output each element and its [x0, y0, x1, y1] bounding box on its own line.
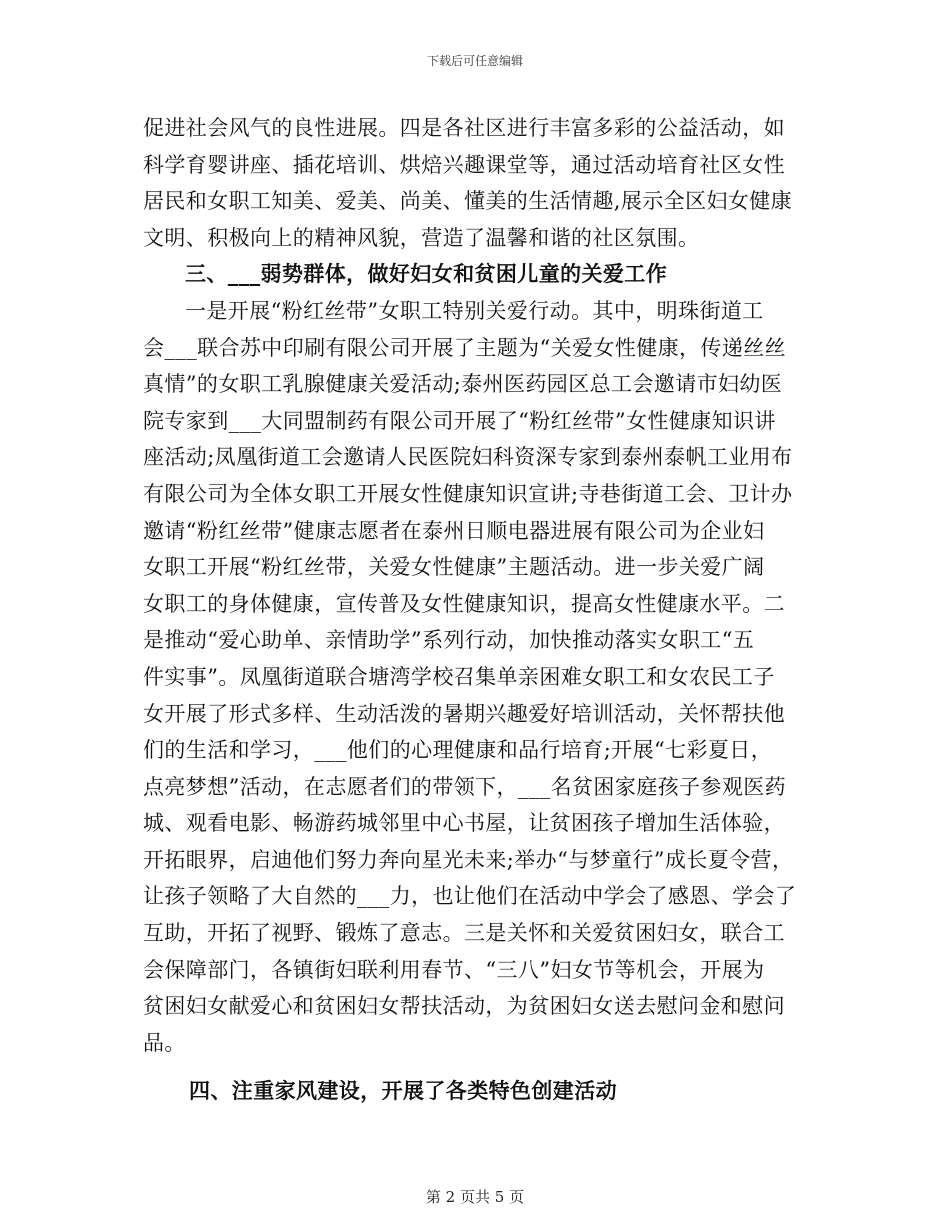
page-footer: 第 2 页共 5 页	[425, 1188, 525, 1206]
paragraph-line: 让孩子领略了大自然的___力，也让他们在活动中学会了感恩、学会了	[143, 884, 797, 909]
paragraph-line: 科学育婴讲座、插花培训、烘焙兴趣课堂等，通过活动培育社区女性	[143, 152, 785, 177]
paragraph-line: 是推动“爱心助单、亲情助学”系列行动，加快推动落实女职工“五	[143, 628, 755, 653]
paragraph-line: 促进社会风气的良性进展。四是各社区进行丰富多彩的公益活动，如	[143, 116, 785, 140]
paragraph-line: 有限公司为全体女职工开展女性健康知识宣讲;寺巷街道工会、卫计办	[143, 481, 793, 506]
section-gap	[143, 1061, 818, 1073]
paragraph-line: 一是开展“粉红丝带”女职工特别关爱行动。其中，明珠街道工	[185, 298, 764, 323]
paragraph-line: 女职工的身体健康，宣传普及女性健康知识，提高女性健康水平。二	[143, 591, 785, 616]
paragraph-line: 城、观看电影、畅游药城邻里中心书屋，让贫困孩子增加生活体验，	[143, 811, 785, 836]
paragraph-line: 品。	[143, 1030, 186, 1055]
page-header: 下载后可任意编辑	[426, 54, 523, 68]
paragraph-line: 贫困妇女献爱心和贫困妇女帮扶活动，为贫困妇女送去慰问金和慰问	[143, 994, 785, 1019]
paragraph-line: 互助，开拓了视野、锻炼了意志。三是关怀和关爱贫困妇女，联合工	[143, 921, 785, 946]
document-body	[143, 110, 818, 1110]
paragraph-line: 女职工开展“粉红丝带，关爱女性健康”主题活动。进一步关爱广阔	[143, 555, 765, 580]
paragraph-line: 邀请“粉红丝带”健康志愿者在泰州日顺电器进展有限公司为企业妇	[143, 518, 765, 543]
paragraph-line: 会保障部门，各镇街妇联利用春节、“三八”妇女节等机会，开展为	[143, 957, 765, 982]
section-heading-4: 四、注重家风建设，开展了各类特色创建活动	[189, 1078, 617, 1104]
paragraph-line: 点亮梦想”活动，在志愿者们的带领下，___名贫困家庭孩子参观医药	[143, 774, 787, 799]
paragraph-line: 会___联合苏中印刷有限公司开展了主题为“关爱女性健康，传递丝丝	[143, 335, 787, 360]
paragraph-line: 女开展了形式多样、生动活泼的暑期兴趣爱好培训活动，关怀帮扶他	[143, 701, 785, 726]
paragraph-line: 院专家到___大同盟制药有限公司开展了“粉红丝带”女性健康知识讲	[143, 408, 776, 433]
paragraph-line: 真情”的女职工乳腺健康关爱活动;泰州医药园区总工会邀请市妇幼医	[143, 372, 783, 397]
section-heading-3: 三、___弱势群体，做好妇女和贫困儿童的关爱工作	[185, 261, 668, 287]
paragraph-line: 居民和女职工知美、爱美、尚美、懂美的生活情趣,展示全区妇女健康	[143, 189, 793, 214]
paragraph-line: 开拓眼界，启迪他们努力奔向星光未来;举办“与梦童行”成长夏令营，	[143, 847, 794, 872]
paragraph-line: 座活动;凤凰街道工会邀请人民医院妇科资深专家到泰州泰帆工业用布	[143, 445, 793, 470]
paragraph-line: 文明、积极向上的精神风貌，营造了温馨和谐的社区氛围。	[143, 225, 700, 250]
paragraph-line: 们的生活和学习，___他们的心理健康和品行培育;开展“七彩夏日，	[143, 738, 773, 763]
paragraph-line: 件实事”。凤凰街道联合塘湾学校召集单亲困难女职工和女农民工子	[143, 664, 775, 689]
